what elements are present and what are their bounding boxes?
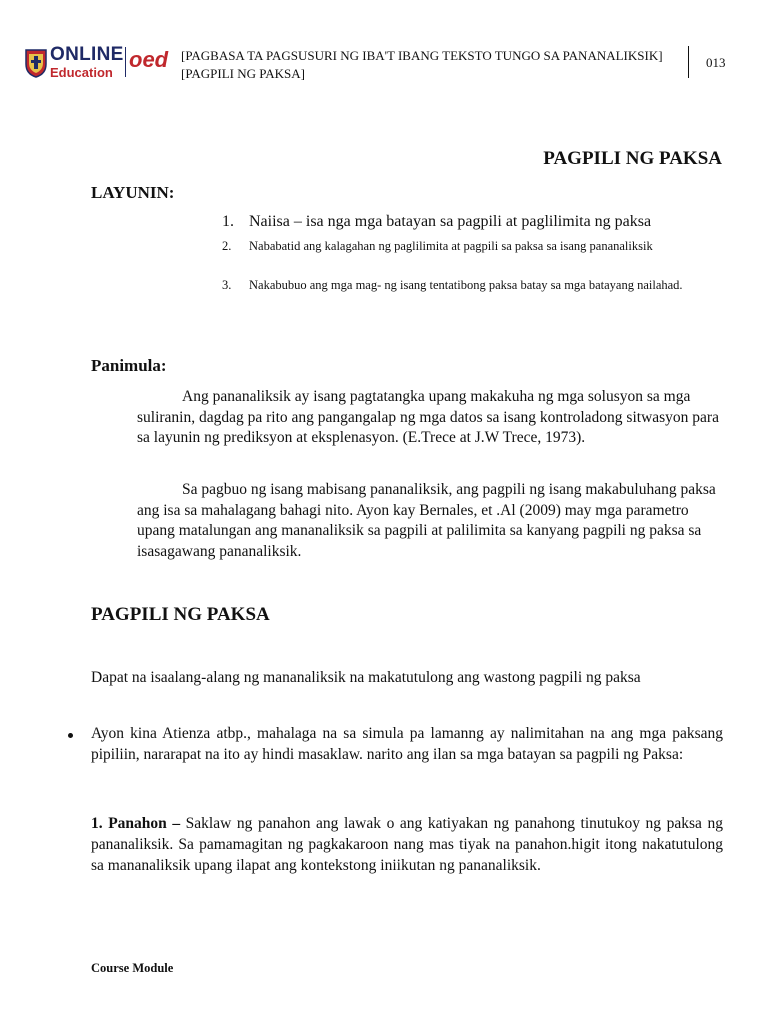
objective-number: 3. [222,278,232,292]
page-title: PAGPILI NG PAKSA [543,148,722,169]
online-education-logo [25,44,177,88]
bullet-text: Ayon kina Atienza atbp., mahalaga na sa simula pa lamanng ay nalimitahan na ang mga paksang pipiliin, nararapat na ito ay hindi masaklaw. narito ang ilan sa mga batayan sa pagpili ng Paksa: [91,725,723,763]
header-course-title: [PAGBASA TA PAGSUSURI NG IBA'T IBANG TEKSTO TUNGO SA PANANALIKSIK] [181,48,663,63]
section-intro: Dapat na isaalang-alang ng mananaliksik na makatutulong ang wastong pagpili ng paksa [91,669,641,686]
objective-number: 1. [222,213,234,230]
logo-text-online: ONLINE [50,44,124,65]
bullet-icon [68,733,73,738]
logo-text-education: Education [50,65,113,80]
objective-text: Nababatid ang kalagahan ng paglilimita at pagpili sa paksa sa isang pananaliksik [249,239,653,253]
header-topic-title: [PAGPILI NG PAKSA] [181,66,306,81]
page-number: 013 [706,55,726,70]
panimula-paragraph: Ang pananaliksik ay isang pagtatangka upang makakuha ng mga solusyon sa mga suliranin, dagdag pa rito ang pangangalap ng mga datos sa isang kontroladong sitwasyon para sa layunin ng prediksyon at eksplenasyon. (E.Trece at J.W Trece, 1973). [137,388,719,446]
logo-text-oed: oed [129,47,169,72]
objective-text: Nakabubuo ang mga mag- ng isang tentatibong paksa batay sa mga batayang nailahad. [249,278,683,292]
section-heading: PAGPILI NG PAKSA [91,604,270,625]
layunin-heading: LAYUNIN: [91,183,175,202]
panimula-heading: Panimula: [91,356,167,375]
criteria-label: 1. Panahon – [91,815,181,832]
header-divider [688,46,689,78]
panimula-paragraph: Sa pagbuo ng isang mabisang pananaliksik, ang pagpili ng isang makabuluhang paksa ang isa sa mahalagang bahagi nito. Ayon kay Bernales, et .Al (2009) may mga parametro upang matalungan ang mananaliksik sa pagpili at palilimita sa kanyang pagpili ng paksa sa isasagawang pananaliksik. [137,481,716,560]
footer-label: Course Module [91,961,174,975]
objective-number: 2. [222,239,232,253]
objective-text: Naiisa – isa nga mga batayan sa pagpili at paglilimita ng paksa [249,213,652,230]
logo-divider [125,47,126,77]
shield-icon [25,48,47,78]
criteria-text: Saklaw ng panahon ang lawak o ang katiyakan ng panahong tinutukoy ng paksa ng pananaliksik. Sa pamamagitan ng pagkakaroon nang mas tiyak na panahon.higit itong nakatutulong sa mananaliksik upang ilapat ang kontekstong iniikutan ng pananaliksik. [91,815,723,874]
criteria-point [91,813,723,876]
